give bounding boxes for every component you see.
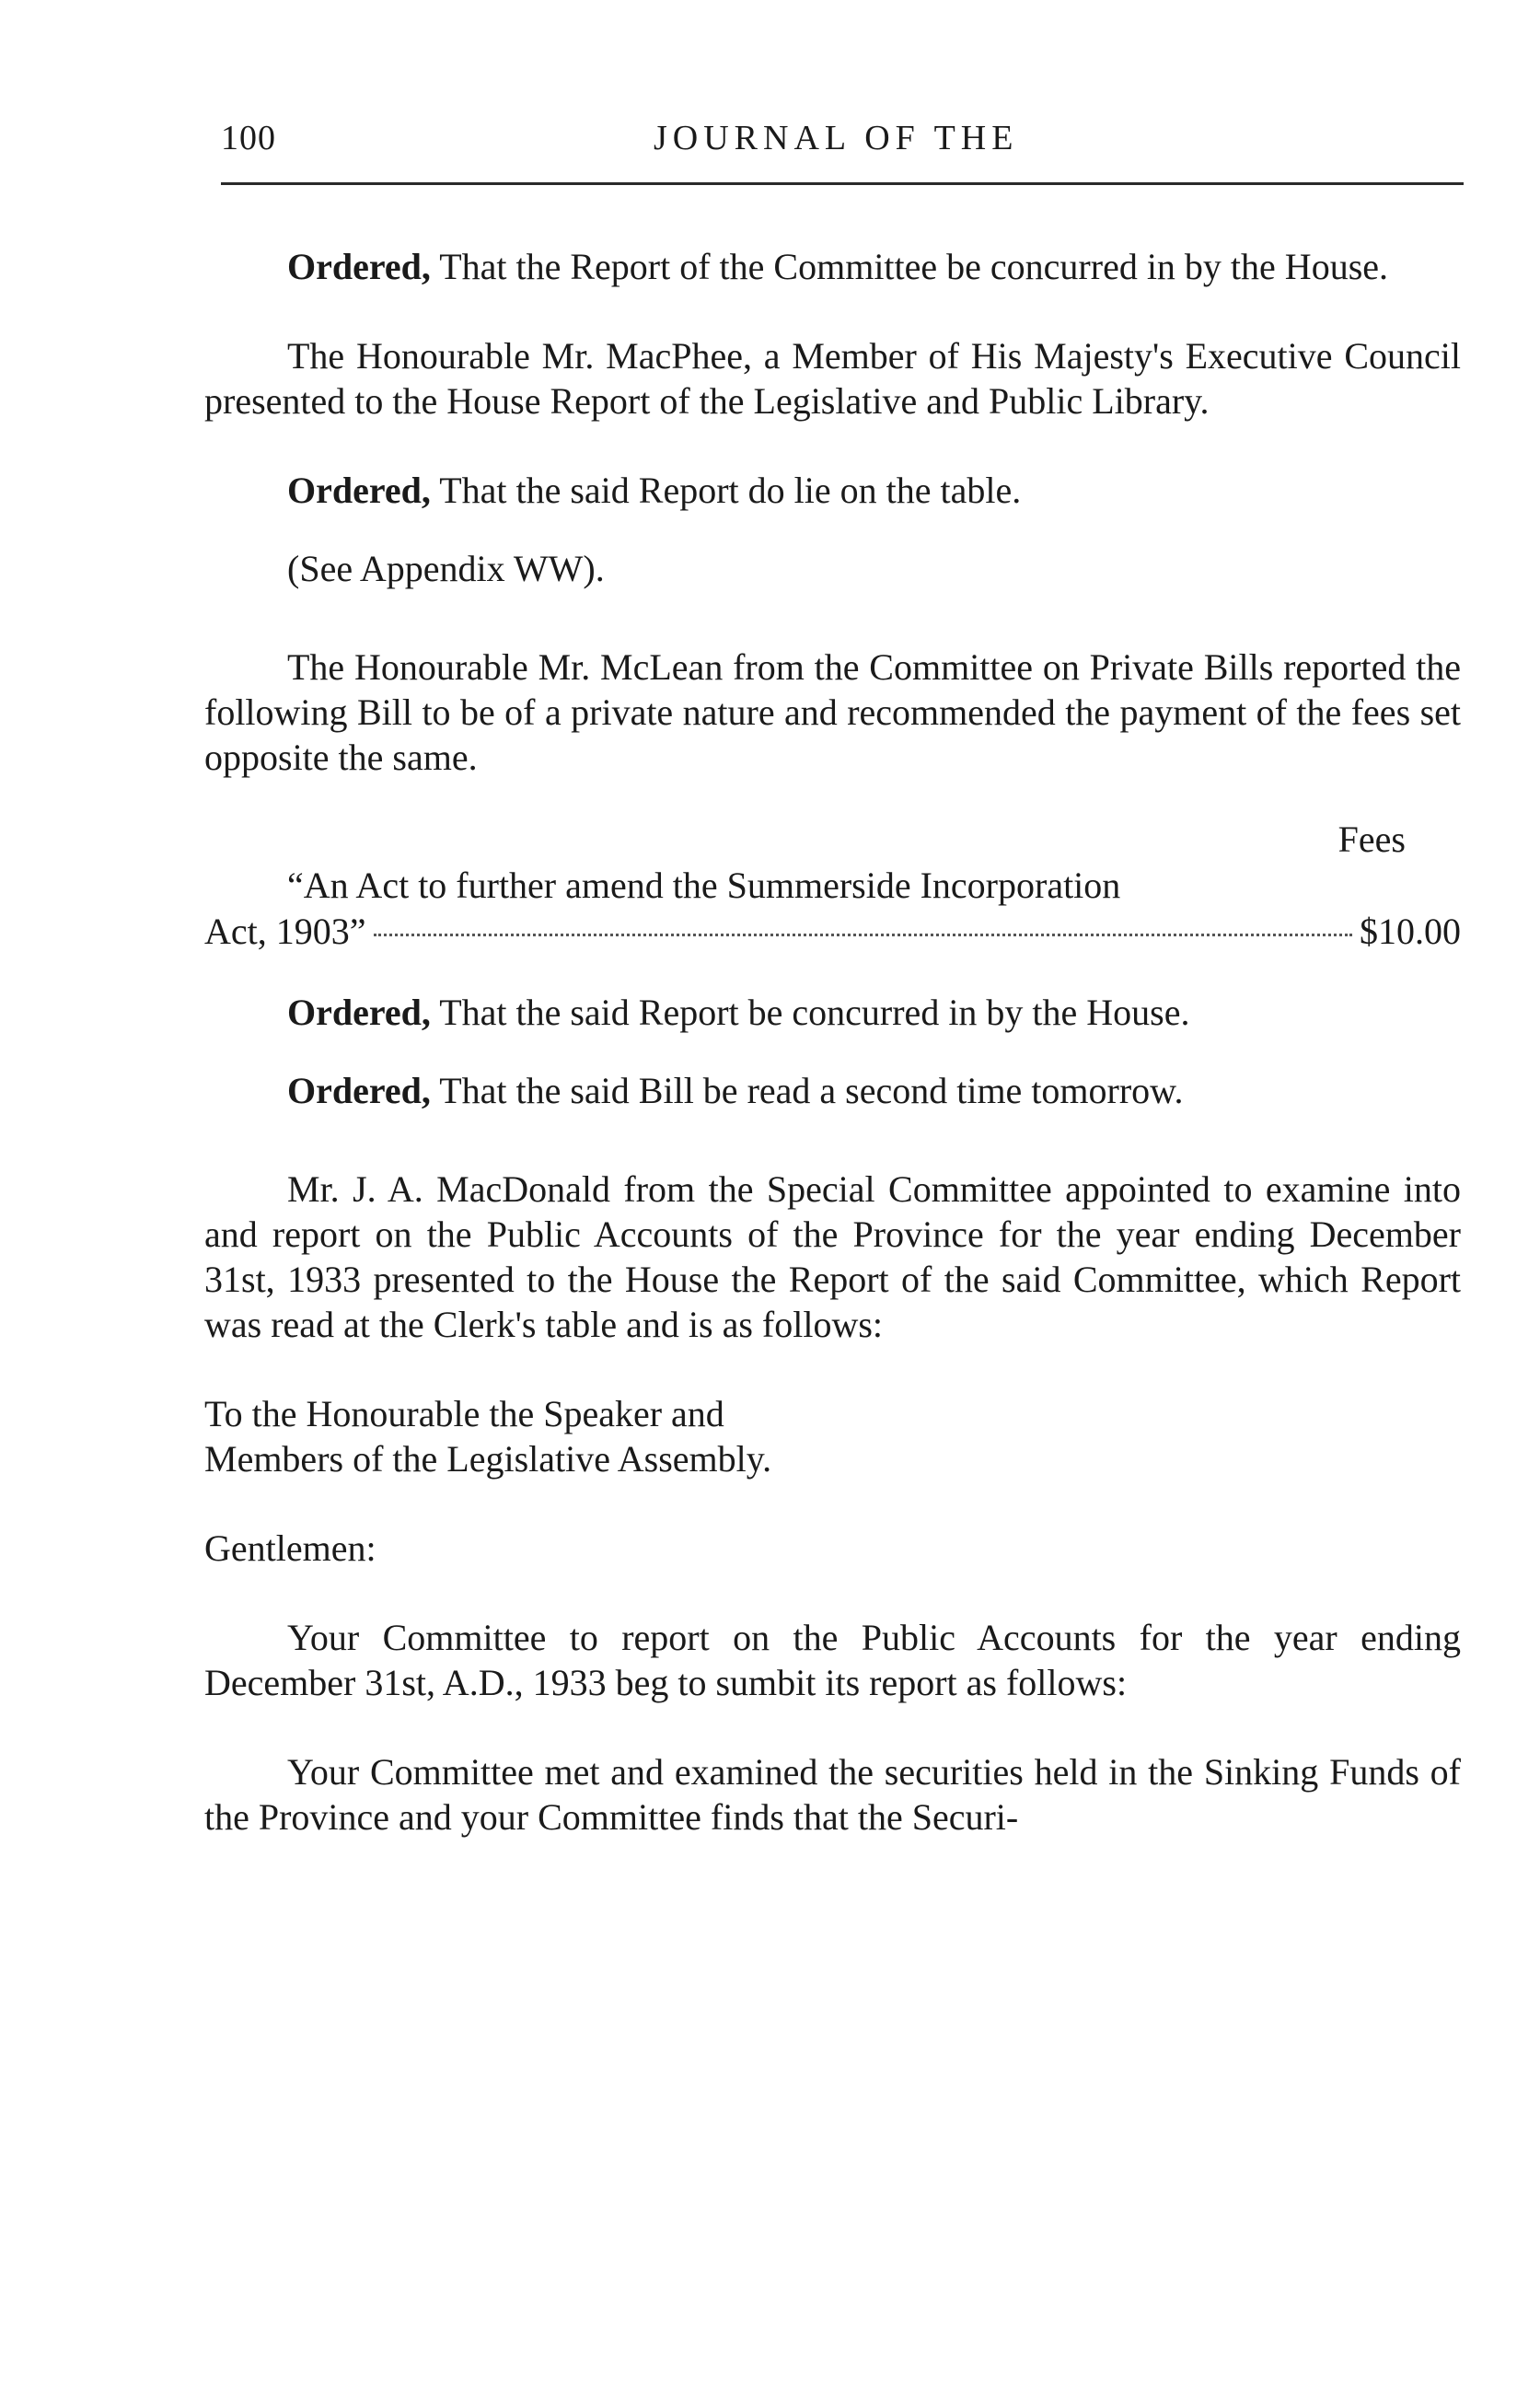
paragraph-text: (See Appendix WW). xyxy=(287,548,605,589)
paragraph-committee-report-intro xyxy=(204,1615,1461,1705)
address-line: Members of the Legislative Assembly. xyxy=(204,1438,772,1480)
act-title-end: Act, 1903” xyxy=(204,911,366,952)
running-head: JOURNAL OF THE xyxy=(654,119,1019,157)
address-line: To the Honourable the Speaker and xyxy=(204,1393,724,1434)
fees-block xyxy=(204,817,1461,957)
ordered-label: Ordered, xyxy=(287,1070,431,1111)
page-header xyxy=(221,118,1464,173)
paragraph-sinking-funds xyxy=(204,1749,1461,1840)
paragraph-text: Your Committee met and examined the securities held in the Sinking Funds of the Province and your Committee finds that the Securi- xyxy=(204,1751,1461,1838)
paragraph-macdonald-public-accounts xyxy=(204,1167,1461,1347)
header-rule xyxy=(221,182,1464,185)
paragraph-text: The Honourable Mr. McLean from the Committee on Private Bills reported the following Bill to be of a private nature and recommended the payment of the fees set opposite the same. xyxy=(204,646,1461,778)
paragraph-see-appendix xyxy=(204,546,1461,591)
paragraph-macphee-report xyxy=(204,333,1461,424)
paragraph-ordered-concurred xyxy=(204,244,1461,289)
paragraph-ordered-report-concurred xyxy=(204,990,1461,1035)
page-number: 100 xyxy=(221,119,276,157)
page-body xyxy=(204,244,1461,1840)
paragraph-ordered-lie-on-table xyxy=(204,468,1461,513)
act-fee-amount: $10.00 xyxy=(1360,911,1461,952)
ordered-label: Ordered, xyxy=(287,246,431,287)
address-block xyxy=(204,1391,1461,1481)
dot-leader xyxy=(374,934,1352,936)
ordered-label: Ordered, xyxy=(287,992,431,1033)
paragraph-text: Mr. J. A. MacDonald from the Special Committee appointed to examine into and report on the Public Accounts of the Province for the year ending December 31st, 1933 presented to the House the Report of the said Committee, which Report was read at the Clerk's table and is as follows: xyxy=(204,1168,1461,1345)
act-title-line-1: “An Act to further amend the Summerside Incorporation xyxy=(287,865,1121,906)
paragraph-text: That the Report of the Committee be concurred in by the House. xyxy=(439,246,1389,287)
paragraph-text: Your Committee to report on the Public Accounts for the year ending December 31st, A.D., 1933 beg to sumbit its report as follows: xyxy=(204,1617,1461,1703)
paragraph-text: That the said Bill be read a second time tomorrow. xyxy=(439,1070,1184,1111)
fees-column-label: Fees xyxy=(1337,818,1406,860)
paragraph-text: That the said Report do lie on the table. xyxy=(439,470,1022,511)
paragraph-mclean-private-bills xyxy=(204,644,1461,780)
salutation: Gentlemen: xyxy=(204,1527,376,1569)
paragraph-text: The Honourable Mr. MacPhee, a Member of His Majesty's Executive Council presented to the House Report of the Legislative and Public Library. xyxy=(204,335,1461,422)
act-title-line-2 xyxy=(204,909,1461,954)
paragraph-text: That the said Report be concurred in by the House. xyxy=(439,992,1190,1033)
ordered-label: Ordered, xyxy=(287,470,431,511)
paragraph-ordered-second-reading xyxy=(204,1068,1461,1113)
